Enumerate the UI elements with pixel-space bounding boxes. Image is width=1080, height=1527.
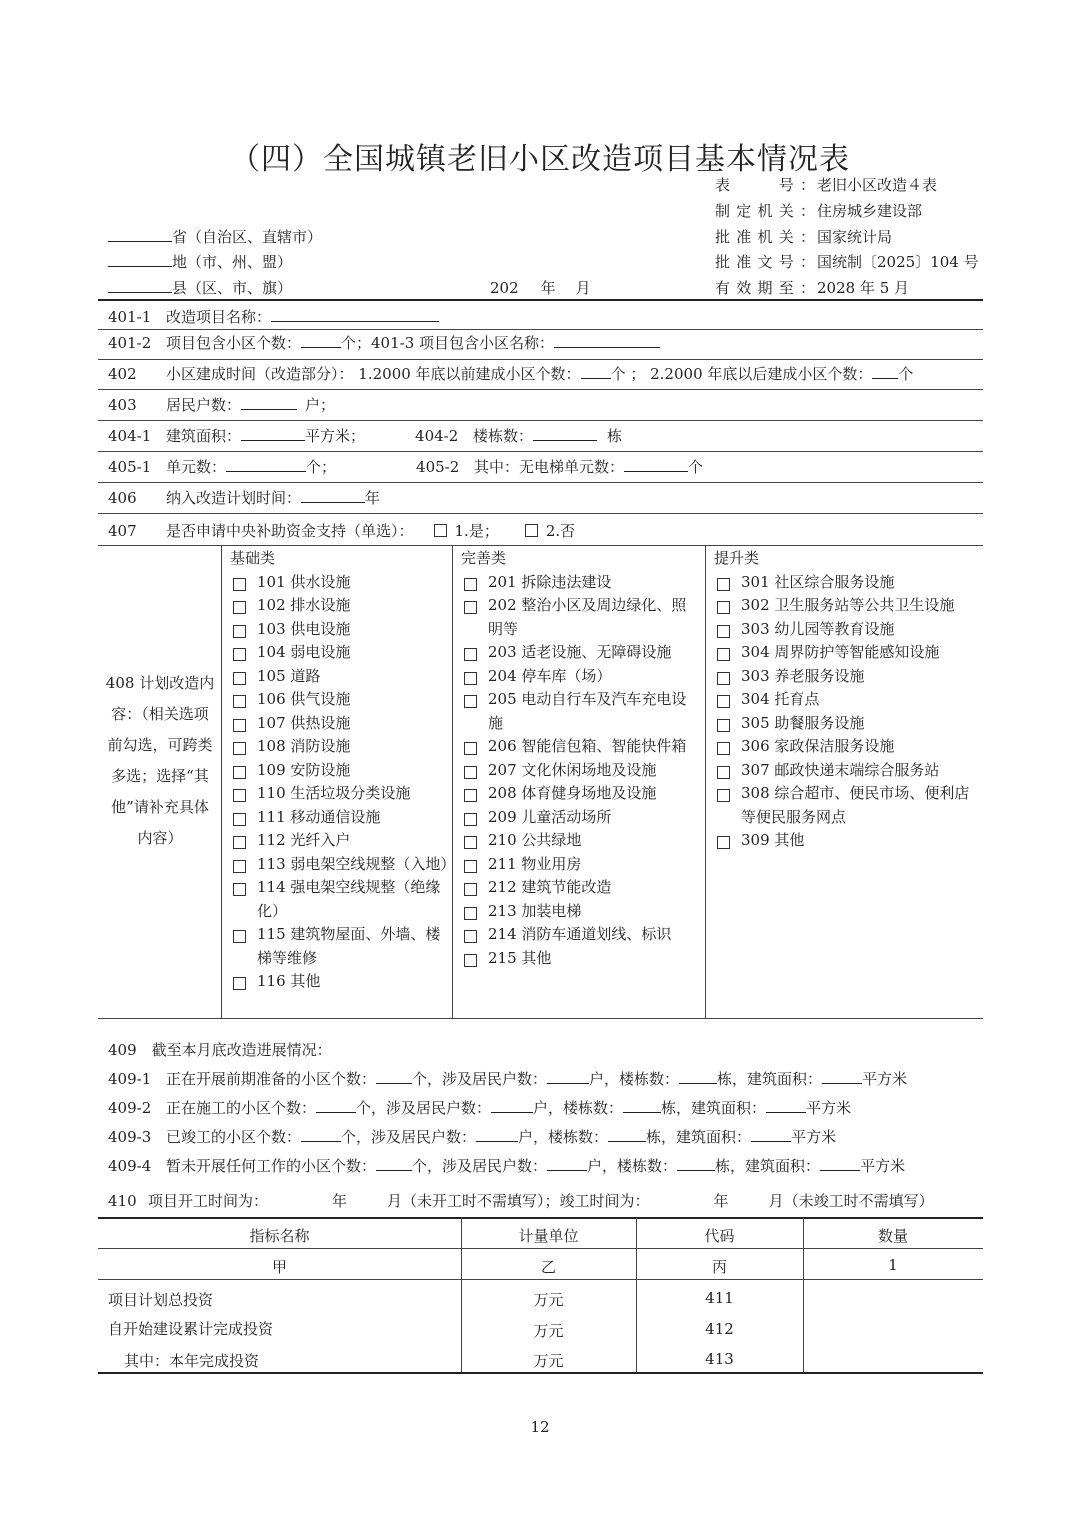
checklist-item-label: 208 体育健身场地及设施 (488, 784, 657, 802)
row-402: 402 小区建成时间（改造部分）： 1.2000 年底以前建成小区个数： 个 ； 2.2000 年底以后建成小区个数： 个 (108, 365, 914, 383)
sub-header: 1 (888, 1256, 898, 1274)
checklist-item-label: 212 建筑节能改造 (488, 878, 612, 896)
checkbox[interactable] (464, 672, 477, 685)
checklist-item-label: 307 邮政快递末端综合服务站 (741, 760, 940, 779)
checkbox[interactable] (233, 625, 246, 638)
checklist-item[interactable] (714, 759, 978, 783)
divider (98, 451, 983, 452)
checklist-item[interactable] (461, 947, 701, 971)
divider (98, 359, 983, 360)
checklist-item[interactable] (461, 641, 701, 665)
checkbox[interactable] (464, 907, 477, 920)
th-unit: 计量单位 (518, 1227, 579, 1245)
checkbox[interactable] (233, 742, 246, 755)
checklist-item-label: 303 养老服务设施 (741, 666, 865, 685)
table-row-code: 412 (705, 1320, 734, 1338)
checkbox[interactable] (233, 672, 246, 685)
checklist-item-label: 102 排水设施 (257, 596, 351, 614)
checklist-item-label: 301 社区综合服务设施 (741, 572, 895, 591)
divider (98, 482, 983, 483)
divider (98, 389, 983, 390)
checklist-item-label: 114 强电架空线规整（绝缘化） (257, 878, 441, 920)
checkbox[interactable] (464, 836, 477, 849)
checklist-item[interactable] (230, 618, 448, 642)
checklist-item[interactable] (230, 853, 456, 877)
checklist-item-label: 210 公共绿地 (488, 831, 582, 849)
meta-approver: 批准机关： 国家统计局 (715, 228, 893, 246)
checklist-item[interactable] (230, 759, 448, 783)
category-heading: 提升类 (714, 549, 760, 567)
checklist-item-label: 108 消防设施 (257, 737, 351, 755)
category-heading: 基础类 (230, 549, 276, 567)
checklist-item-label: 107 供热设施 (257, 713, 351, 732)
checklist-item-label: 306 家政保洁服务设施 (741, 737, 895, 755)
row-409-2: 409-2 正在施工的小区个数： 个，涉及居民户数： 户，楼栋数： 栋，建筑面积： 平方米 (108, 1099, 852, 1117)
sub-header: 乙 (540, 1258, 556, 1276)
meta-table-number: 表 号： 老旧小区改造４表 (715, 176, 938, 194)
checkbox[interactable] (464, 742, 477, 755)
checklist-item[interactable] (230, 806, 448, 830)
sub-header: 甲 (271, 1258, 287, 1276)
table-row-name: 自开始建设累计完成投资 (108, 1320, 274, 1338)
section-408-label: 408 计划改造内容：（相关选项前勾选，可跨类多选；选择“其他”请补充具体内容） (105, 674, 215, 847)
checklist-item-label: 302 卫生服务站等公共卫生设施 (741, 596, 955, 614)
checklist-item[interactable] (461, 876, 701, 900)
checkbox[interactable] (464, 860, 477, 873)
checklist-item[interactable] (714, 618, 978, 642)
checkbox[interactable] (717, 789, 730, 802)
row-409-1: 409-1 正在开展前期准备的小区个数： 个，涉及居民户数： 户，楼栋数： 栋，建筑面积： 平方米 (108, 1070, 908, 1088)
checklist-item[interactable] (714, 782, 978, 829)
checklist-item[interactable] (461, 829, 701, 853)
checklist-item-label: 215 其他 (488, 948, 552, 967)
meta-valid-until: 有效期至： 2028 年 5 月 (715, 279, 910, 297)
checklist-item[interactable] (461, 571, 701, 595)
checklist-item-label: 112 光纤入户 (257, 831, 351, 849)
divider (98, 513, 983, 514)
checklist-item-label: 205 电动自行车及汽车充电设施 (488, 690, 687, 732)
checklist-item[interactable] (461, 923, 701, 947)
checkbox[interactable] (464, 695, 477, 708)
checkbox-yes[interactable] (434, 524, 447, 537)
category-upgrade (714, 547, 978, 853)
table-bottom-rule (98, 1372, 983, 1374)
col-divider (452, 545, 453, 1018)
checklist-item-label: 213 加装电梯 (488, 901, 582, 920)
report-date: 202 年 月 (490, 279, 591, 297)
row-403: 403 居民户数： 户； (108, 396, 336, 414)
region-prefecture: 地（市、州、盟） (108, 251, 292, 272)
checkbox[interactable] (464, 648, 477, 661)
region-county: 县（区、市、旗） (108, 277, 292, 298)
table-row-unit: 万元 (533, 1322, 564, 1340)
checklist-item-label: 206 智能信包箱、智能快件箱 (488, 737, 687, 755)
table-row-name: 项目计划总投资 (108, 1291, 214, 1309)
table-row-unit: 万元 (533, 1352, 564, 1370)
region-province: 省（自治区、直辖市） (108, 226, 322, 247)
row-409-3: 409-3 已竣工的小区个数： 个，涉及居民户数： 户，楼栋数： 栋，建筑面积： 平方米 (108, 1128, 837, 1146)
checklist-item[interactable] (230, 665, 448, 689)
divider (98, 1248, 983, 1249)
checklist-item[interactable] (461, 735, 701, 759)
checklist-item-label: 201 拆除违法建设 (488, 572, 612, 591)
table-row-code: 411 (705, 1289, 734, 1307)
checklist-item-label: 203 适老设施、无障碍设施 (488, 643, 672, 661)
row-401-1: 401-1 改造项目名称： (108, 306, 439, 327)
checkbox[interactable] (717, 719, 730, 732)
checkbox[interactable] (717, 648, 730, 661)
divider (98, 329, 983, 330)
checkbox-no[interactable] (525, 524, 538, 537)
checklist-item[interactable] (714, 571, 978, 595)
checklist-item-label: 103 供电设施 (257, 619, 351, 638)
checklist-item[interactable] (230, 782, 448, 806)
checklist-item[interactable] (461, 688, 701, 735)
checklist-item-label: 304 托育点 (741, 690, 820, 708)
checklist-item[interactable] (230, 641, 448, 665)
checklist-item-label: 207 文化休闲场地及设施 (488, 760, 657, 779)
checklist-item[interactable] (461, 806, 701, 830)
divider (98, 1018, 983, 1019)
checklist-item[interactable] (230, 923, 448, 970)
checklist-item[interactable] (714, 641, 978, 665)
checkbox[interactable] (717, 601, 730, 614)
checklist-item[interactable] (230, 594, 448, 618)
checkbox[interactable] (233, 695, 246, 708)
row-410: 410 项目开工时间为： 年 月（未开工时不需填写）；竣工时间为： 年 月（未竣工时不需填写） (108, 1192, 934, 1210)
checkbox[interactable] (464, 578, 477, 591)
checkbox[interactable] (717, 742, 730, 755)
table-row-name: 其中：本年完成投资 (124, 1352, 260, 1370)
category-basic (230, 547, 456, 994)
checklist-item-label: 113 弱电架空线规整（入地） (257, 854, 456, 873)
checklist-item-label: 204 停车库（场） (488, 666, 612, 685)
checkbox[interactable] (233, 601, 246, 614)
meta-approval-number: 批准文号： 国统制〔2025〕104 号 (715, 253, 979, 271)
checklist-item-label: 304 周界防护等智能感知设施 (741, 643, 940, 661)
checkbox[interactable] (464, 813, 477, 826)
checklist-item[interactable] (714, 594, 978, 618)
divider (98, 420, 983, 421)
checklist-item[interactable] (230, 571, 448, 595)
checklist-item-label: 309 其他 (741, 831, 805, 849)
divider (98, 545, 983, 546)
row-409-4: 409-4 暂未开展任何工作的小区个数： 个，涉及居民户数： 户，楼栋数： 栋，建筑面积： 平方米 (108, 1157, 906, 1175)
table-top-rule (98, 1217, 983, 1219)
checkbox[interactable] (464, 930, 477, 943)
table-row-unit: 万元 (533, 1291, 564, 1309)
row-406: 406 纳入改造计划时间： 年 (108, 489, 381, 507)
checklist-item[interactable] (714, 665, 978, 689)
checkbox[interactable] (717, 578, 730, 591)
checkbox[interactable] (233, 789, 246, 802)
checkbox[interactable] (464, 883, 477, 896)
checklist-item[interactable] (230, 735, 448, 759)
checklist-item-label: 116 其他 (257, 972, 321, 990)
checklist-item[interactable] (230, 970, 448, 994)
checklist-item-label: 303 幼儿园等教育设施 (741, 619, 895, 638)
checklist-item-label: 105 道路 (257, 666, 321, 685)
checklist-item-label: 106 供气设施 (257, 690, 351, 708)
checklist-item-label: 115 建筑物屋面、外墙、楼梯等维修 (257, 925, 441, 967)
checklist-item[interactable] (230, 876, 448, 923)
checklist-item[interactable] (714, 688, 978, 712)
checklist-item[interactable] (230, 688, 448, 712)
checklist-item[interactable] (714, 712, 978, 736)
row-407: 407 是否申请中央补助资金支持（单选）： 1.是； 2.否 (108, 522, 576, 540)
divider (98, 1279, 983, 1280)
checkbox[interactable] (233, 930, 246, 943)
checklist-item-label: 305 助餐服务设施 (741, 713, 865, 732)
checklist-item[interactable] (461, 665, 701, 689)
checkbox[interactable] (464, 789, 477, 802)
checkbox[interactable] (717, 695, 730, 708)
checklist-item-label: 110 生活垃圾分类设施 (257, 784, 411, 802)
checkbox[interactable] (233, 836, 246, 849)
checkbox[interactable] (233, 813, 246, 826)
col-divider (705, 545, 706, 1018)
checkbox[interactable] (233, 766, 246, 779)
checklist-item[interactable] (461, 900, 701, 924)
row-405: 405-1 单元数： 个； 405-2 其中：无电梯单元数： 个 (108, 458, 704, 476)
checklist-item[interactable] (461, 759, 701, 783)
checklist-item-label: 202 整治小区及周边绿化、照明等 (488, 596, 687, 638)
checklist-item[interactable] (714, 735, 978, 759)
checklist-item-label: 308 综合超市、便民市场、便利店等便民服务网点 (741, 784, 970, 826)
form-title: （四）全国城镇老旧小区改造项目基本情况表 (230, 142, 850, 177)
checkbox[interactable] (233, 977, 246, 990)
checkbox[interactable] (233, 860, 246, 873)
checkbox[interactable] (233, 719, 246, 732)
checklist-item-label: 109 安防设施 (257, 760, 351, 779)
th-indicator: 指标名称 (249, 1227, 310, 1245)
checkbox[interactable] (233, 883, 246, 896)
checkbox[interactable] (464, 954, 477, 967)
checkbox[interactable] (464, 601, 477, 614)
category-improve (461, 547, 701, 970)
col-divider (221, 545, 222, 1018)
checklist-item-label: 214 消防车通道划线、标识 (488, 925, 672, 943)
checklist-item[interactable] (230, 712, 448, 736)
row-401-2: 401-2 项目包含小区个数： 个；401-3 项目包含小区名称： (108, 332, 660, 353)
sub-header: 丙 (711, 1258, 727, 1276)
checkbox[interactable] (233, 648, 246, 661)
checklist-item-label: 104 弱电设施 (257, 643, 351, 661)
th-quantity: 数量 (877, 1227, 908, 1245)
meta-authority: 制定机关： 住房城乡建设部 (715, 202, 923, 220)
checklist-item[interactable] (461, 782, 701, 806)
checklist-item[interactable] (461, 594, 701, 641)
page-number: 12 (530, 1418, 550, 1436)
checklist-item[interactable] (461, 853, 701, 877)
th-code: 代码 (704, 1227, 735, 1245)
checkbox[interactable] (233, 578, 246, 591)
checkbox[interactable] (717, 766, 730, 779)
checkbox[interactable] (717, 836, 730, 849)
checkbox[interactable] (464, 766, 477, 779)
row-404: 404-1 建筑面积： 平方米； 404-2 楼栋数： 栋 (108, 427, 623, 445)
checklist-item[interactable] (714, 829, 978, 853)
checklist-item[interactable] (230, 829, 448, 853)
checkbox[interactable] (717, 625, 730, 638)
checklist-item-label: 211 物业用房 (488, 854, 582, 873)
checklist-item-label: 111 移动通信设施 (257, 807, 381, 826)
checklist-item-label: 101 供水设施 (257, 572, 351, 591)
category-heading: 完善类 (461, 549, 507, 567)
top-rule (98, 299, 983, 301)
table-row-code: 413 (705, 1350, 734, 1368)
checkbox[interactable] (717, 672, 730, 685)
checklist-item-label: 209 儿童活动场所 (488, 807, 612, 826)
section-409-title: 409 截至本月底改造进展情况： (108, 1041, 332, 1059)
